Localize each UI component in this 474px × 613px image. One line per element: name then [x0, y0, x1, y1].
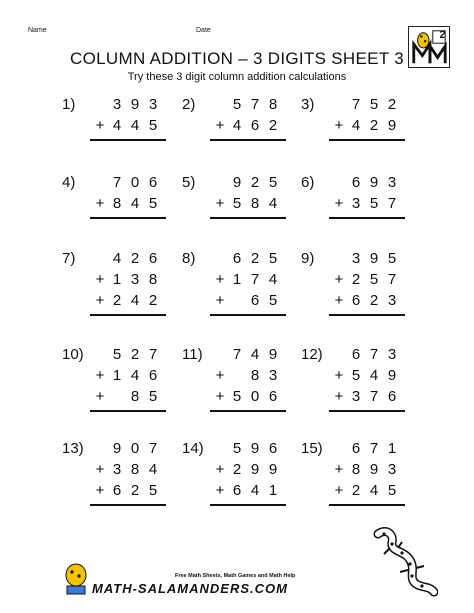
problem-row	[62, 461, 172, 481]
answer-line	[90, 504, 166, 506]
problem-row	[301, 292, 411, 312]
answer-line	[90, 139, 166, 141]
problem-row	[62, 117, 172, 137]
problem-row	[301, 174, 411, 194]
digit: 5	[351, 367, 361, 384]
digit: 3	[387, 174, 397, 191]
problem-row	[301, 367, 411, 387]
problem-row	[62, 195, 172, 215]
name-label: Name	[28, 27, 47, 34]
answer-line	[210, 217, 286, 219]
digit: 6	[250, 117, 260, 134]
problem-row	[301, 440, 411, 460]
digit: 4	[148, 461, 158, 478]
digit: 8	[148, 271, 158, 288]
plus-sign: +	[215, 367, 225, 384]
problem-number: 7)	[62, 250, 76, 267]
plus-sign: +	[215, 461, 225, 478]
problem-number: 8)	[182, 250, 196, 267]
digit: 1	[232, 271, 242, 288]
digit: 6	[232, 482, 242, 499]
digit: 9	[387, 367, 397, 384]
digit: 5	[232, 388, 242, 405]
digit: 9	[268, 461, 278, 478]
plus-sign: +	[334, 461, 344, 478]
digit: 0	[130, 174, 140, 191]
digit: 4	[130, 292, 140, 309]
digit: 3	[351, 195, 361, 212]
digit: 9	[250, 461, 260, 478]
digit: 1	[112, 367, 122, 384]
digit: 2	[148, 292, 158, 309]
digit: 2	[387, 96, 397, 113]
digit: 3	[112, 96, 122, 113]
problem-row	[62, 174, 172, 194]
digit: 9	[369, 461, 379, 478]
plus-sign: +	[95, 482, 105, 499]
footer-brand: MATH-SALAMANDERS.COM	[92, 581, 288, 596]
problem-row	[182, 96, 292, 116]
digit: 9	[268, 346, 278, 363]
answer-line	[329, 410, 405, 412]
problem-row	[62, 482, 172, 502]
problem-row	[301, 388, 411, 408]
digit: 4	[112, 250, 122, 267]
digit: 4	[112, 117, 122, 134]
plus-sign: +	[95, 461, 105, 478]
problem-row	[62, 250, 172, 270]
digit: 7	[369, 440, 379, 457]
digit: 6	[250, 292, 260, 309]
footer-tagline: Free Math Sheets, Math Games and Math Help	[175, 573, 296, 579]
problem-row	[301, 117, 411, 137]
digit: 8	[250, 195, 260, 212]
digit: 6	[351, 346, 361, 363]
problem-row	[301, 195, 411, 215]
digit: 8	[250, 367, 260, 384]
digit: 8	[130, 388, 140, 405]
digit: 2	[130, 346, 140, 363]
digit: 4	[232, 117, 242, 134]
answer-line	[329, 139, 405, 141]
digit: 4	[369, 482, 379, 499]
digit: 8	[351, 461, 361, 478]
digit: 5	[232, 96, 242, 113]
digit: 5	[232, 195, 242, 212]
digit: 9	[250, 440, 260, 457]
digit: 8	[268, 96, 278, 113]
digit: 6	[351, 292, 361, 309]
digit: 4	[130, 195, 140, 212]
digit: 5	[268, 174, 278, 191]
digit: 5	[369, 96, 379, 113]
problem-number: 5)	[182, 174, 196, 191]
answer-line	[329, 314, 405, 316]
digit: 3	[112, 461, 122, 478]
digit: 5	[148, 117, 158, 134]
digit: 5	[387, 482, 397, 499]
problem-number: 4)	[62, 174, 76, 191]
digit: 8	[112, 195, 122, 212]
digit: 3	[351, 250, 361, 267]
problem-number: 10)	[62, 346, 84, 363]
digit: 2	[351, 271, 361, 288]
digit: 4	[130, 367, 140, 384]
problem-number: 6)	[301, 174, 315, 191]
plus-sign: +	[95, 292, 105, 309]
plus-sign: +	[215, 482, 225, 499]
problem-row	[62, 388, 172, 408]
problem-row	[301, 271, 411, 291]
plus-sign: +	[215, 195, 225, 212]
digit: 7	[387, 271, 397, 288]
problem-row	[301, 461, 411, 481]
problem-number: 9)	[301, 250, 315, 267]
digit: 4	[351, 117, 361, 134]
problem-row	[182, 250, 292, 270]
problem-row	[182, 117, 292, 137]
footer-salamander-icon	[62, 562, 90, 596]
digit: 3	[387, 346, 397, 363]
plus-sign: +	[215, 271, 225, 288]
plus-sign: +	[215, 292, 225, 309]
digit: 5	[268, 250, 278, 267]
answer-line	[90, 410, 166, 412]
digit: 6	[148, 250, 158, 267]
digit: 6	[387, 388, 397, 405]
plus-sign: +	[95, 195, 105, 212]
digit: 5	[268, 292, 278, 309]
digit: 2	[250, 174, 260, 191]
plus-sign: +	[95, 367, 105, 384]
digit: 7	[369, 346, 379, 363]
problem-row	[301, 96, 411, 116]
answer-line	[210, 139, 286, 141]
digit: 2	[268, 117, 278, 134]
digit: 3	[130, 271, 140, 288]
digit: 1	[268, 482, 278, 499]
digit: 4	[369, 367, 379, 384]
digit: 7	[112, 174, 122, 191]
plus-sign: +	[334, 117, 344, 134]
digit: 7	[148, 346, 158, 363]
plus-sign: +	[95, 117, 105, 134]
digit: 7	[250, 96, 260, 113]
digit: 9	[112, 440, 122, 457]
salamander-illustration-icon	[368, 526, 438, 598]
plus-sign: +	[334, 195, 344, 212]
digit: 9	[130, 96, 140, 113]
digit: 7	[369, 388, 379, 405]
problem-row	[62, 367, 172, 387]
problem-row	[301, 346, 411, 366]
problem-row	[182, 388, 292, 408]
answer-line	[210, 504, 286, 506]
problem-row	[62, 346, 172, 366]
digit: 4	[268, 195, 278, 212]
digit: 7	[387, 195, 397, 212]
digit: 3	[148, 96, 158, 113]
digit: 3	[387, 461, 397, 478]
digit: 7	[148, 440, 158, 457]
answer-line	[90, 217, 166, 219]
problem-number: 11)	[182, 346, 203, 363]
digit: 6	[148, 367, 158, 384]
plus-sign: +	[334, 367, 344, 384]
plus-sign: +	[334, 271, 344, 288]
digit: 7	[351, 96, 361, 113]
problem-number: 1)	[62, 96, 76, 113]
digit: 8	[130, 461, 140, 478]
digit: 7	[232, 346, 242, 363]
problem-row	[301, 250, 411, 270]
digit: 9	[387, 117, 397, 134]
problem-row	[182, 292, 292, 312]
problem-number: 15)	[301, 440, 323, 457]
answer-line	[90, 314, 166, 316]
digit: 6	[351, 174, 361, 191]
digit: 2	[232, 461, 242, 478]
digit: 4	[250, 482, 260, 499]
digit: 9	[232, 174, 242, 191]
digit: 2	[112, 292, 122, 309]
problem-row	[182, 482, 292, 502]
digit: 3	[387, 292, 397, 309]
problem-number: 13)	[62, 440, 84, 457]
digit: 2	[369, 292, 379, 309]
digit: 2	[369, 117, 379, 134]
date-label: Date	[196, 27, 211, 34]
digit: 2	[351, 482, 361, 499]
digit: 6	[268, 440, 278, 457]
plus-sign: +	[95, 388, 105, 405]
digit: 3	[268, 367, 278, 384]
digit: 5	[369, 271, 379, 288]
answer-line	[329, 217, 405, 219]
digit: 0	[250, 388, 260, 405]
problem-row	[182, 271, 292, 291]
digit: 9	[369, 174, 379, 191]
digit: 1	[112, 271, 122, 288]
digit: 4	[250, 346, 260, 363]
problem-row	[182, 367, 292, 387]
problem-row	[62, 440, 172, 460]
problem-number: 14)	[182, 440, 204, 457]
problem-number: 12)	[301, 346, 323, 363]
digit: 2	[130, 250, 140, 267]
digit: 6	[232, 250, 242, 267]
problem-row	[182, 440, 292, 460]
page-subtitle: Try these 3 digit column addition calculations	[127, 71, 347, 83]
plus-sign: +	[215, 117, 225, 134]
problem-number: 2)	[182, 96, 196, 113]
digit: 7	[250, 271, 260, 288]
digit: 6	[351, 440, 361, 457]
answer-line	[210, 314, 286, 316]
plus-sign: +	[334, 482, 344, 499]
plus-sign: +	[334, 388, 344, 405]
logo-level: 2	[439, 29, 446, 41]
digit: 3	[351, 388, 361, 405]
digit: 5	[148, 388, 158, 405]
problem-row	[182, 346, 292, 366]
digit: 5	[148, 482, 158, 499]
digit: 6	[112, 482, 122, 499]
digit: 5	[369, 195, 379, 212]
digit: 6	[268, 388, 278, 405]
digit: 4	[130, 117, 140, 134]
plus-sign: +	[334, 292, 344, 309]
digit: 5	[387, 250, 397, 267]
problem-row	[62, 96, 172, 116]
answer-line	[329, 504, 405, 506]
problem-number: 3)	[301, 96, 315, 113]
plus-sign: +	[215, 388, 225, 405]
digit: 4	[268, 271, 278, 288]
digit: 6	[148, 174, 158, 191]
digit: 5	[148, 195, 158, 212]
plus-sign: +	[95, 271, 105, 288]
problem-row	[62, 292, 172, 312]
digit: 2	[130, 482, 140, 499]
digit: 2	[250, 250, 260, 267]
digit: 1	[387, 440, 397, 457]
digit: 5	[112, 346, 122, 363]
digit: 5	[232, 440, 242, 457]
problem-row	[182, 174, 292, 194]
digit: 9	[369, 250, 379, 267]
problem-row	[62, 271, 172, 291]
answer-line	[210, 410, 286, 412]
page-title: COLUMN ADDITION – 3 DIGITS SHEET 3	[70, 49, 404, 68]
problem-row	[182, 195, 292, 215]
problem-row	[182, 461, 292, 481]
digit: 0	[130, 440, 140, 457]
problem-row	[301, 482, 411, 502]
